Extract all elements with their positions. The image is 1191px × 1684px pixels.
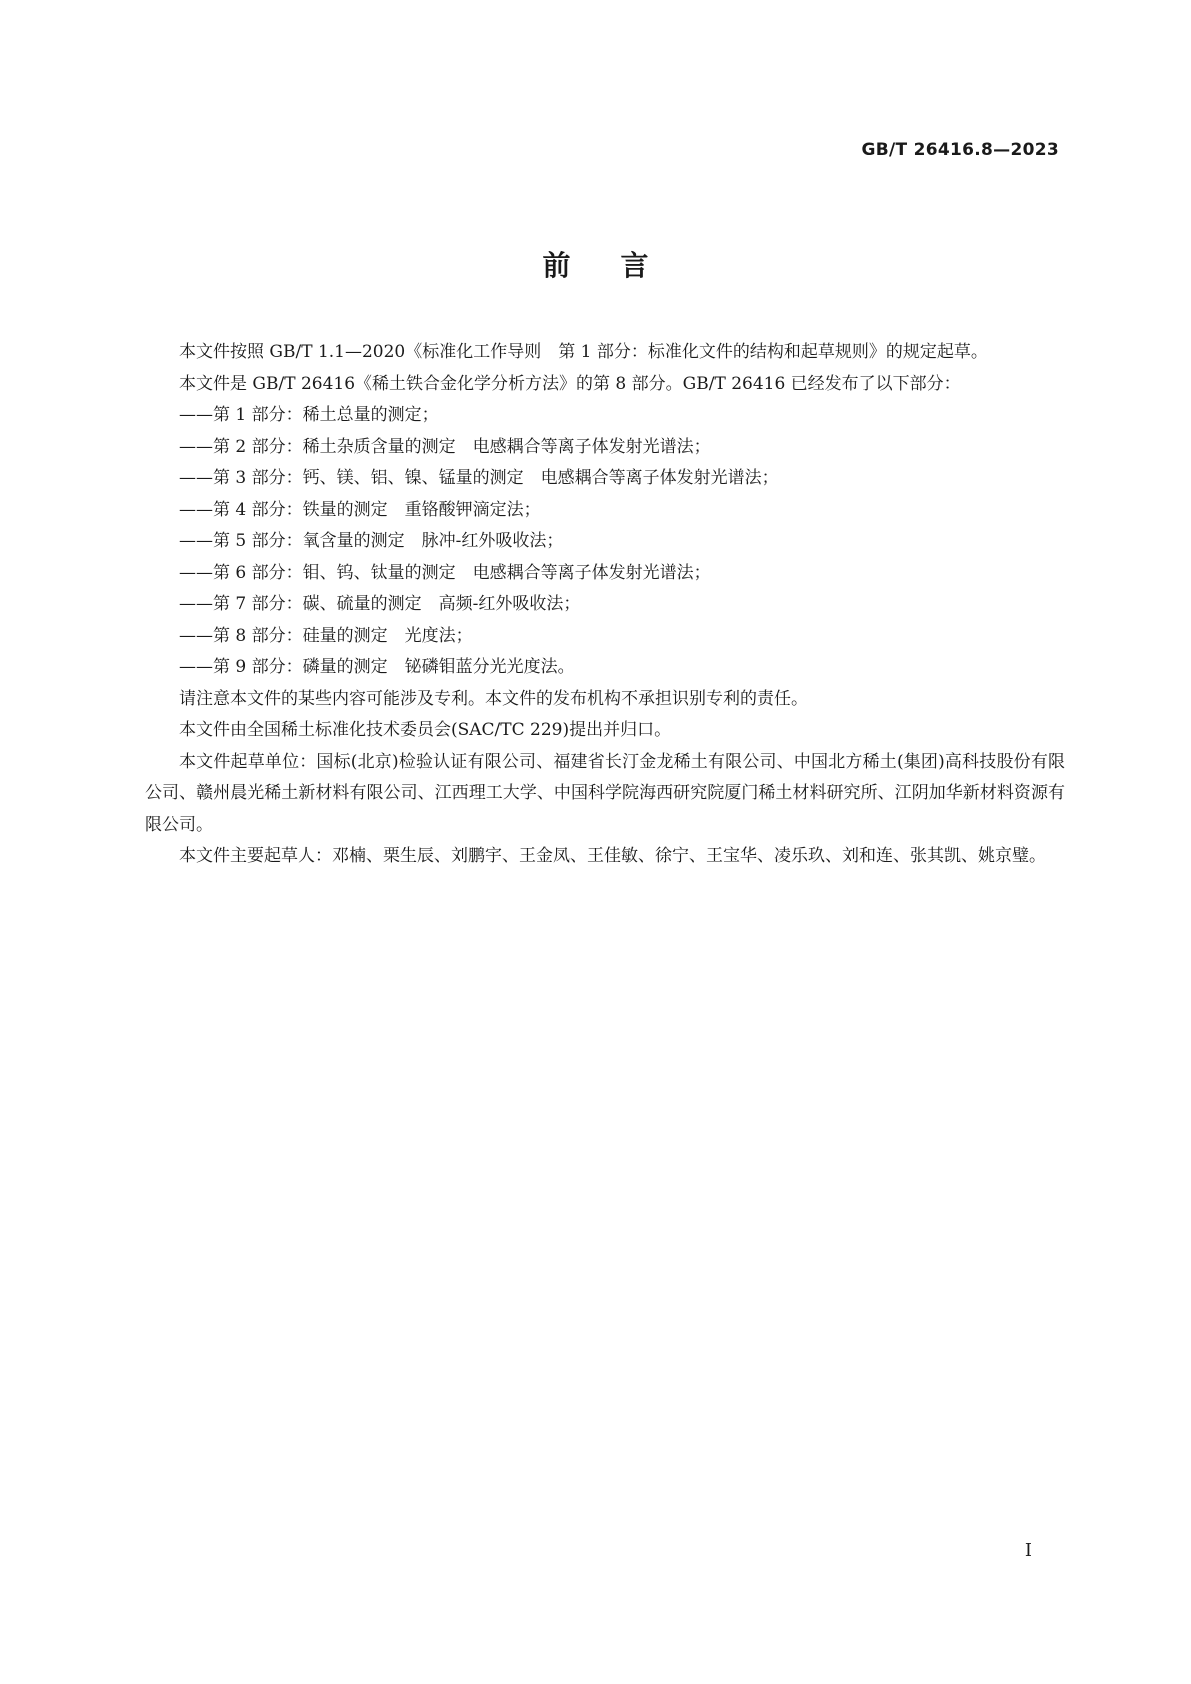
paragraph-drafters: 本文件主要起草人：邓楠、栗生辰、刘鹏宇、王金凤、王佳敏、徐宁、王宝华、凌乐玖、刘和连、张其凯、姚京璧。 — [179, 846, 1046, 866]
paragraph-drafting-units: 本文件起草单位：国标(北京)检验认证有限公司、福建省长汀金龙稀土有限公司、中国北方稀土(集团)高科技股份有限公司、赣州晨光稀土新材料有限公司、江西理工大学、中国科学院海西研究院厦门稀土材料研究所、江阴加华新材料资源有限公司。 — [145, 751, 1065, 835]
page-title: 前言 — [542, 249, 699, 282]
paragraph-series-intro: 本文件是 GB/T 26416《稀土铁合金化学分析方法》的第 8 部分。GB/T 26416 已经发布了以下部分： — [179, 373, 961, 394]
list-item: ——第 6 部分：钼、钨、钛量的测定 电感耦合等离子体发射光谱法； — [179, 562, 711, 583]
list-item: ——第 1 部分：稀土总量的测定； — [179, 405, 439, 425]
paragraph-patent-notice: 请注意本文件的某些内容可能涉及专利。本文件的发布机构不承担识别专利的责任。 — [179, 688, 808, 709]
list-item: ——第 8 部分：硅量的测定 光度法； — [179, 625, 473, 646]
list-item: ——第 7 部分：碳、硫量的测定 高频-红外吸收法； — [179, 594, 581, 614]
list-item: ——第 9 部分：磷量的测定 铋磷钼蓝分光光度法。 — [179, 657, 575, 677]
foreword-body — [145, 337, 1065, 873]
paragraph-proposer: 本文件由全国稀土标准化技术委员会(SAC/TC 229)提出并归口。 — [179, 720, 672, 740]
page-number: I — [1024, 1540, 1032, 1561]
list-item: ——第 3 部分：钙、镁、铝、镍、锰量的测定 电感耦合等离子体发射光谱法； — [179, 468, 779, 488]
list-item: ——第 4 部分：铁量的测定 重铬酸钾滴定法； — [179, 499, 541, 520]
document-code: GB/T 26416.8—2023 — [861, 140, 1059, 160]
paragraph-drafting-rules: 本文件按照 GB/T 1.1—2020《标准化工作导则 第 1 部分：标准化文件的结构和起草规则》的规定起草。 — [179, 342, 988, 362]
list-item: ——第 2 部分：稀土杂质含量的测定 电感耦合等离子体发射光谱法； — [179, 436, 711, 457]
list-item: ——第 5 部分：氧含量的测定 脉冲-红外吸收法； — [179, 531, 564, 551]
